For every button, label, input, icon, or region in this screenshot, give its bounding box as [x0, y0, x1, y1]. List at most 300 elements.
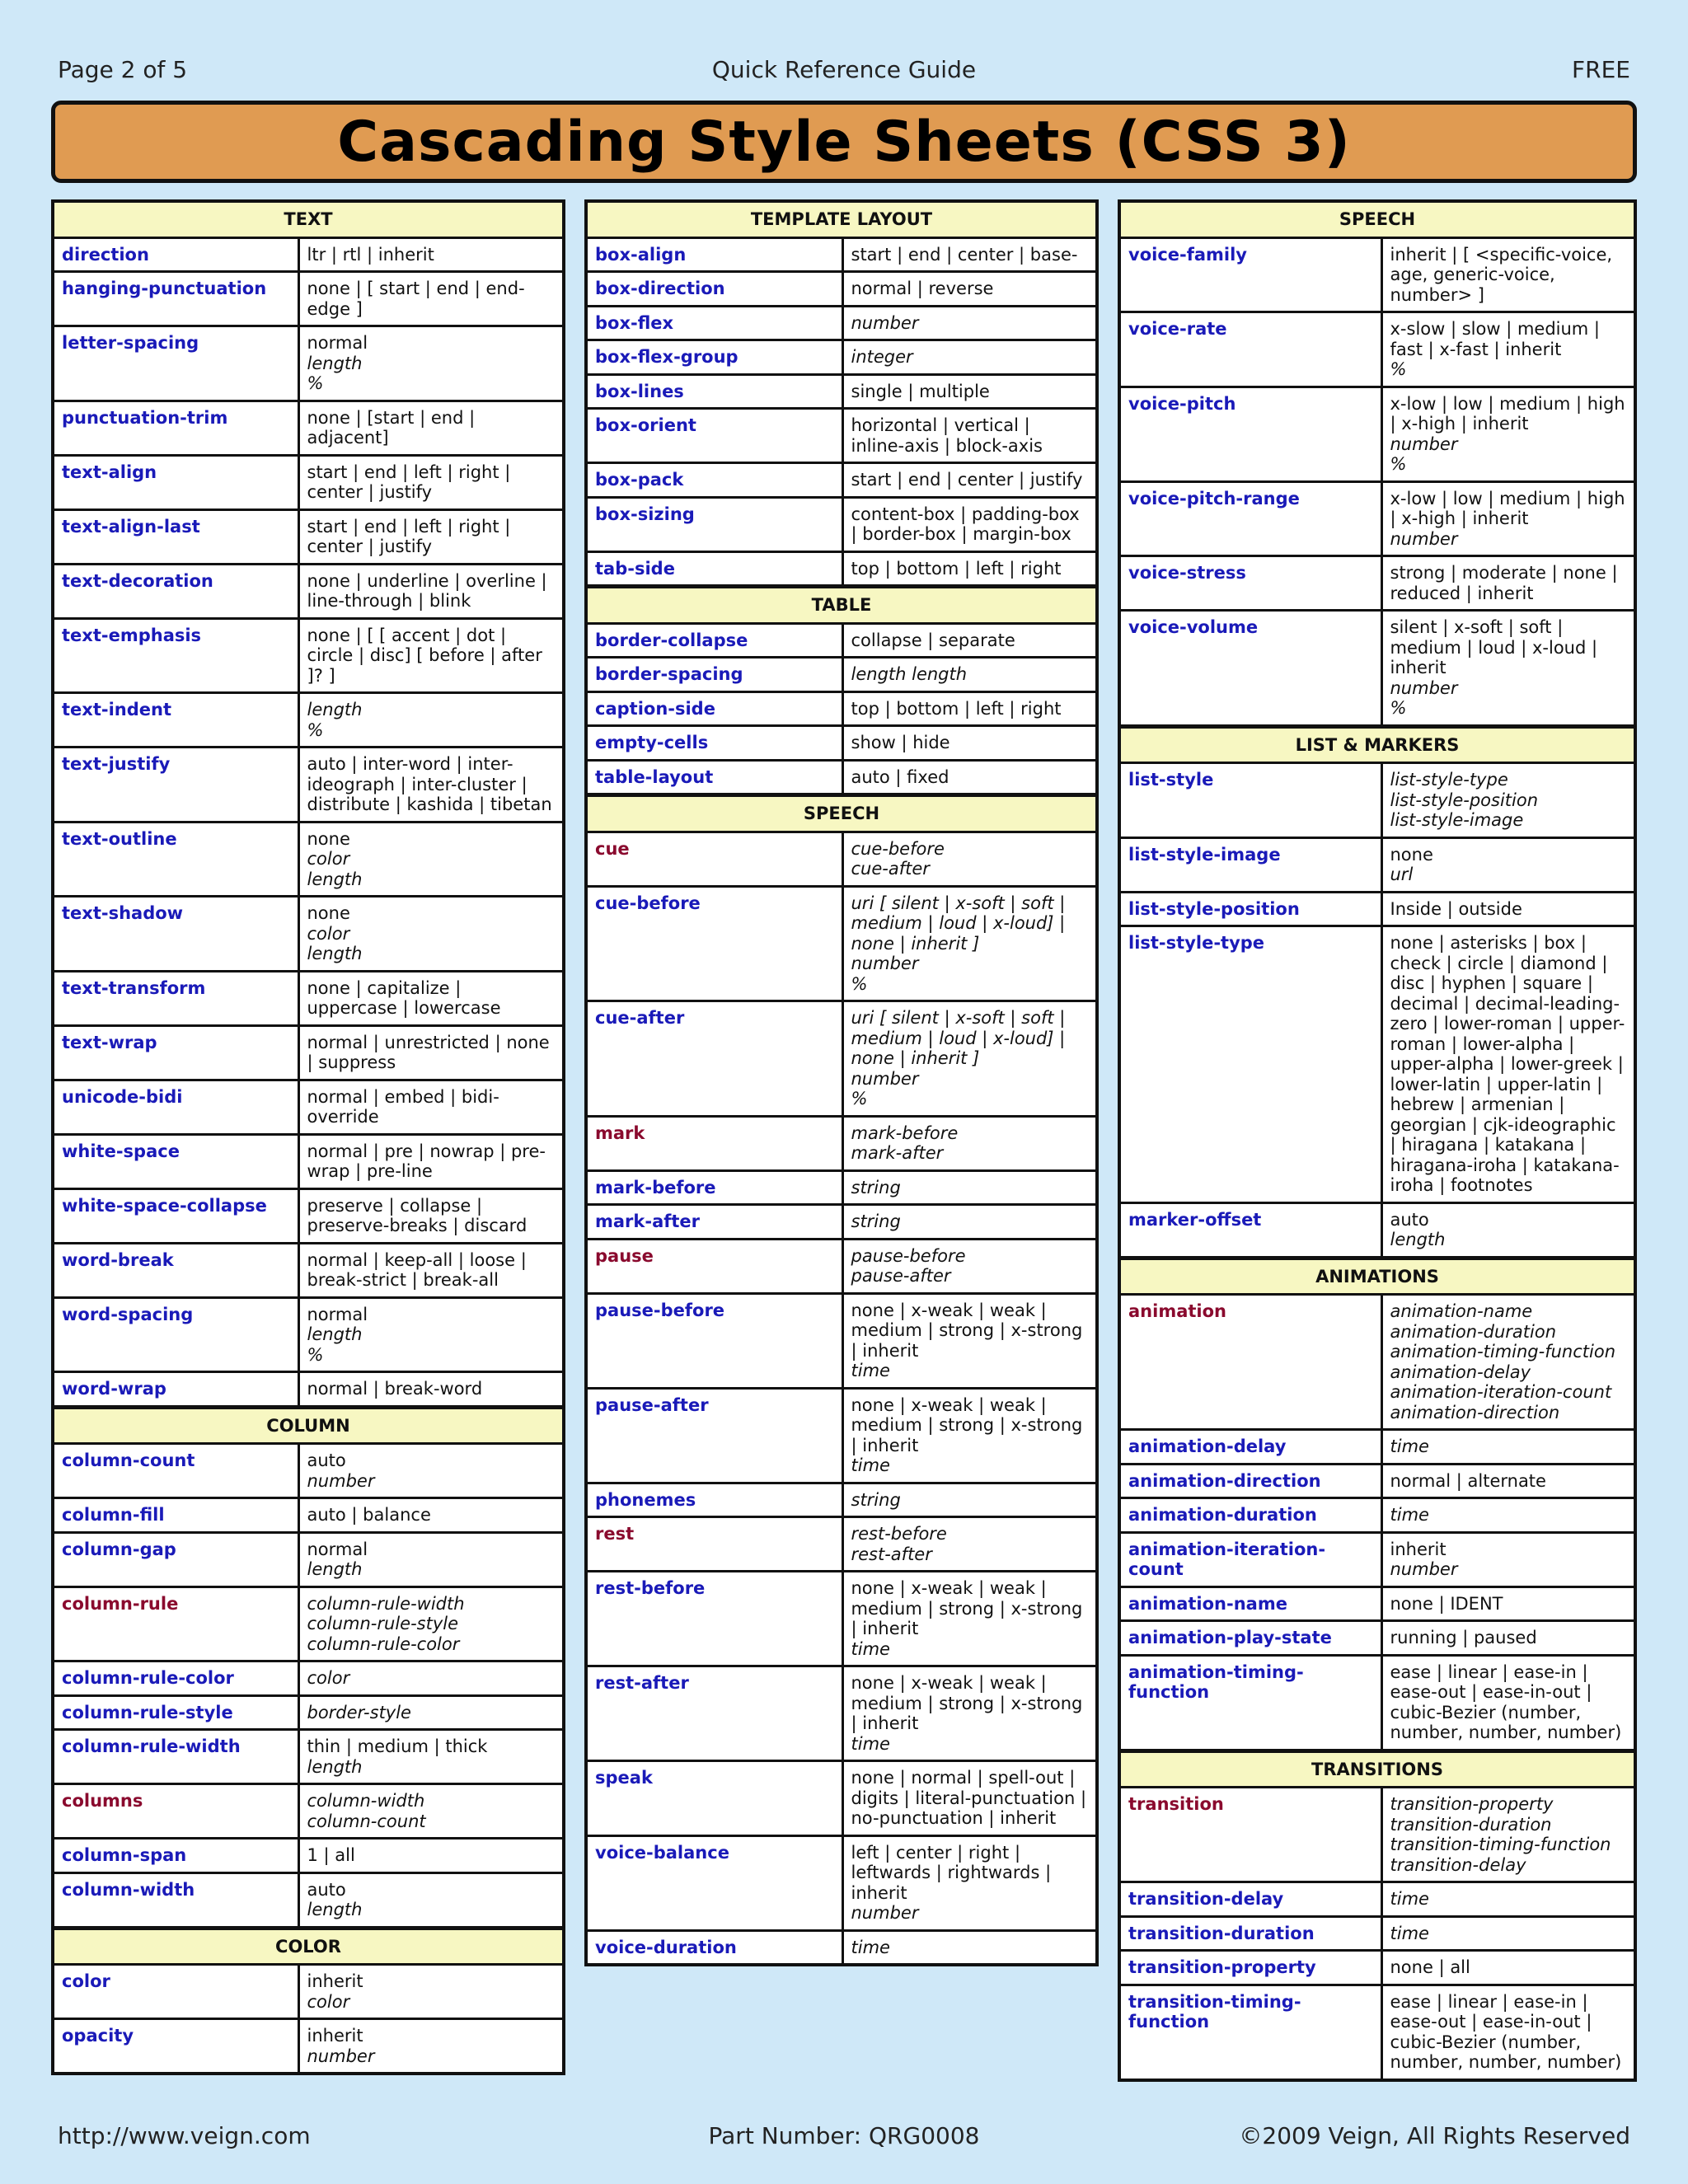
value-line: start | end | center | base- [851, 244, 1078, 265]
property-row [586, 497, 1097, 551]
property-values [842, 306, 1097, 340]
property-values [842, 623, 1097, 658]
property-row [586, 658, 1097, 692]
property-values [842, 272, 1097, 307]
property-name: voice-volume [1119, 611, 1381, 727]
value-line: none | [start | end | adjacent] [307, 407, 476, 448]
property-name: mark-before [586, 1170, 842, 1205]
property-values [298, 1965, 564, 2019]
property-row [53, 1025, 564, 1080]
property-row [53, 897, 564, 972]
property-name: phonemes [586, 1483, 842, 1517]
value-line: number [1390, 677, 1458, 698]
value-line: ltr | rtl | inherit [307, 244, 434, 265]
property-values [1381, 1985, 1635, 2080]
property-values [298, 1661, 564, 1696]
property-row [586, 691, 1097, 726]
value-line: normal | pre | nowrap | pre-wrap | pre-line [307, 1141, 546, 1181]
value-line: number [1390, 1559, 1458, 1579]
property-row [53, 693, 564, 748]
property-values [842, 886, 1097, 1001]
value-line: length [307, 353, 363, 373]
value-line: animation-iteration-count [1390, 1382, 1612, 1402]
property-values [842, 1483, 1097, 1517]
value-line: ease | linear | ease-in | ease-out | ease-in-out | cubic-Bezier (number, number, number, number) [1390, 1661, 1622, 1742]
property-values [1381, 1464, 1635, 1498]
property-values [298, 1498, 564, 1533]
property-values [1381, 387, 1635, 481]
value-line: length [307, 869, 363, 889]
property-row [586, 1205, 1097, 1240]
property-name: text-align [53, 455, 298, 509]
value-line: pause-before [851, 1245, 966, 1266]
property-row [1119, 892, 1635, 926]
property-name: pause [586, 1239, 842, 1293]
property-row [1119, 1788, 1635, 1882]
property-name: rest [586, 1517, 842, 1572]
property-row [1119, 481, 1635, 556]
value-line: length [307, 1559, 363, 1579]
property-values [842, 1116, 1097, 1170]
value-line: length [307, 1900, 363, 1919]
property-values [1381, 237, 1635, 312]
property-name: column-rule-style [53, 1695, 298, 1730]
property-row [586, 760, 1097, 795]
property-values [842, 551, 1097, 587]
property-name: border-collapse [586, 623, 842, 658]
property-values [298, 897, 564, 972]
value-line: strong | moderate | none | reduced | inherit [1390, 563, 1618, 603]
value-line: number [1390, 528, 1458, 549]
value-line: number [307, 2046, 375, 2066]
value-line: x-slow | slow | medium | fast | x-fast | inherit [1390, 319, 1601, 359]
property-row [1119, 387, 1635, 481]
property-name: column-rule-color [53, 1661, 298, 1696]
property-values [1381, 1788, 1635, 1882]
value-line: animation-timing-function [1390, 1342, 1616, 1361]
value-line: length [307, 1324, 363, 1344]
property-values [842, 463, 1097, 498]
value-line: none | all [1390, 1957, 1470, 1977]
property-row [586, 272, 1097, 307]
property-row [53, 1532, 564, 1586]
property-name: text-outline [53, 822, 298, 897]
reference-table [1118, 199, 1637, 2082]
property-row [1119, 1498, 1635, 1533]
property-name: animation [1119, 1295, 1381, 1430]
value-line: length [307, 1756, 363, 1777]
property-name: color [53, 1965, 298, 2019]
property-values [842, 409, 1097, 463]
property-row [586, 1835, 1097, 1930]
property-values [842, 340, 1097, 375]
property-values [298, 1730, 564, 1784]
value-line: border-style [307, 1702, 411, 1722]
property-values [1381, 1532, 1635, 1586]
property-row [1119, 1295, 1635, 1430]
property-name: rest-before [586, 1572, 842, 1666]
value-line: normal | unrestricted | none | suppress [307, 1032, 550, 1072]
section-title: SPEECH [586, 795, 1097, 832]
property-name: mark [586, 1116, 842, 1170]
value-line: auto | fixed [851, 766, 950, 787]
section-title: TABLE [586, 587, 1097, 624]
property-row [586, 237, 1097, 272]
property-row [53, 2019, 564, 2074]
property-name: transition-timing-function [1119, 1985, 1381, 2080]
property-name: animation-timing-function [1119, 1655, 1381, 1750]
property-row [53, 1730, 564, 1784]
value-line: integer [851, 347, 913, 367]
section-title: COLUMN [53, 1407, 564, 1444]
property-values [298, 326, 564, 401]
value-line: time [851, 1455, 890, 1475]
value-line: string [851, 1212, 901, 1231]
value-line: column-rule-color [307, 1633, 460, 1654]
value-line: number [851, 954, 919, 973]
property-row [586, 340, 1097, 375]
property-values [842, 1572, 1097, 1666]
property-name: column-span [53, 1839, 298, 1873]
value-line: inherit [1390, 1539, 1447, 1559]
property-row [53, 509, 564, 564]
property-name: cue [586, 832, 842, 886]
property-values [1381, 926, 1635, 1203]
property-values [298, 1586, 564, 1661]
property-name: rest-after [586, 1666, 842, 1761]
value-line: color [307, 923, 350, 944]
value-line: none | x-weak | weak | medium | strong | x-strong | inherit [851, 1394, 1083, 1455]
property-name: text-decoration [53, 564, 298, 618]
property-values [1381, 1916, 1635, 1951]
value-line: pause-after [851, 1266, 951, 1286]
section-title: TRANSITIONS [1119, 1750, 1635, 1788]
value-line: none [1390, 844, 1433, 865]
property-name: animation-name [1119, 1586, 1381, 1621]
property-values [1381, 312, 1635, 387]
guide-label: Quick Reference Guide [711, 56, 977, 83]
value-line: normal [307, 333, 368, 353]
property-name: text-transform [53, 971, 298, 1025]
column-left [51, 199, 565, 2075]
value-line: time [1390, 1505, 1429, 1525]
property-row [53, 1695, 564, 1730]
value-line: number [1390, 434, 1458, 454]
property-name: voice-family [1119, 237, 1381, 312]
property-values [842, 1835, 1097, 1930]
property-row [586, 1116, 1097, 1170]
property-row [53, 1872, 564, 1928]
value-line: auto [307, 1451, 346, 1470]
property-name: box-align [586, 237, 842, 272]
value-line: column-rule-style [307, 1614, 459, 1633]
property-row [1119, 611, 1635, 727]
property-row [1119, 1586, 1635, 1621]
property-row [1119, 1882, 1635, 1917]
property-name: text-align-last [53, 509, 298, 564]
section-title: TEXT [53, 201, 564, 237]
value-line: inherit [307, 2026, 363, 2046]
property-name: voice-pitch [1119, 387, 1381, 481]
property-values [842, 658, 1097, 692]
value-line: number [851, 312, 919, 333]
value-line: normal | reverse [851, 279, 994, 298]
value-line: list-style-image [1390, 810, 1524, 830]
column-right [1118, 199, 1637, 2082]
property-values [298, 618, 564, 693]
property-values [842, 1170, 1097, 1205]
property-values [298, 1695, 564, 1730]
property-row [586, 1666, 1097, 1761]
property-values [1381, 556, 1635, 611]
value-line: none | [ [ accent | dot | circle | disc] [ before | after ]? ] [307, 625, 542, 686]
property-name: marker-offset [1119, 1202, 1381, 1258]
value-line: % [307, 1344, 324, 1365]
value-line: running | paused [1390, 1628, 1537, 1647]
property-name: hanging-punctuation [53, 272, 298, 326]
value-line: none | IDENT [1390, 1593, 1503, 1614]
property-row [53, 1243, 564, 1297]
property-values [1381, 892, 1635, 926]
property-values [298, 455, 564, 509]
property-values [298, 2019, 564, 2074]
value-line: number [307, 1470, 375, 1491]
property-name: unicode-bidi [53, 1080, 298, 1134]
property-values [298, 564, 564, 618]
property-name: box-lines [586, 374, 842, 409]
property-row [1119, 837, 1635, 892]
property-values [842, 726, 1097, 761]
property-name: border-spacing [586, 658, 842, 692]
property-values [1381, 481, 1635, 556]
value-line: transition-delay [1390, 1854, 1526, 1875]
value-line: auto | balance [307, 1505, 431, 1525]
property-row [586, 1761, 1097, 1836]
page-number: Page 2 of 5 [58, 56, 188, 83]
value-line: start | end | left | right | center | justify [307, 516, 511, 556]
value-line: animation-delay [1390, 1361, 1531, 1382]
property-values [298, 1080, 564, 1134]
property-values [1381, 1430, 1635, 1465]
value-line: color [307, 849, 350, 869]
property-name: cue-after [586, 1001, 842, 1117]
property-values [298, 1444, 564, 1498]
value-line: animation-duration [1390, 1321, 1557, 1342]
value-line: single | multiple [851, 381, 990, 401]
value-line: list-style-position [1390, 790, 1539, 810]
value-line: Inside | outside [1390, 898, 1522, 919]
property-values [1381, 1951, 1635, 1985]
value-line: cue-before [851, 838, 945, 859]
section-header [53, 1928, 564, 1965]
value-line: none | x-weak | weak | medium | strong | x-strong | inherit [851, 1300, 1083, 1361]
property-name: animation-duration [1119, 1498, 1381, 1533]
property-values [842, 1761, 1097, 1836]
property-name: text-indent [53, 693, 298, 748]
property-row [53, 401, 564, 455]
value-line: none [307, 903, 350, 923]
property-values [1381, 1202, 1635, 1258]
footer-part-number: Part Number: QRG0008 [708, 2122, 980, 2149]
value-line: thin | medium | thick [307, 1736, 488, 1756]
value-line: uri [ silent | x-soft | soft | medium | loud | x-loud] | none | inherit ] [851, 893, 1066, 954]
section-title: SPEECH [1119, 201, 1635, 237]
value-line: % [1390, 698, 1407, 718]
value-line: mark-after [851, 1143, 944, 1163]
property-values [842, 1930, 1097, 1965]
value-line: length [307, 700, 363, 719]
value-line: none [307, 828, 350, 849]
property-name: list-style [1119, 763, 1381, 838]
property-row [586, 463, 1097, 498]
property-name: direction [53, 237, 298, 272]
value-line: % [1390, 359, 1407, 379]
property-row [53, 1498, 564, 1533]
section-header [1119, 726, 1635, 763]
value-line: number [851, 1903, 919, 1923]
property-name: mark-after [586, 1205, 842, 1240]
value-line: x-low | low | medium | high | x-high | inherit [1390, 488, 1625, 528]
value-line: normal | embed | bidi-override [307, 1086, 499, 1127]
property-values [298, 1839, 564, 1873]
property-name: column-width [53, 1872, 298, 1928]
value-line: column-count [307, 1811, 426, 1831]
property-values [842, 374, 1097, 409]
property-row [53, 1661, 564, 1696]
property-row [586, 1517, 1097, 1572]
property-name: table-layout [586, 760, 842, 795]
property-name: text-emphasis [53, 618, 298, 693]
value-line: uri [ silent | x-soft | soft | medium | loud | x-loud] | none | inherit ] [851, 1008, 1066, 1068]
value-line: none | capitalize | uppercase | lowercase [307, 977, 501, 1018]
property-row [53, 1444, 564, 1498]
property-row [586, 1388, 1097, 1483]
property-values [1381, 1655, 1635, 1750]
property-name: white-space-collapse [53, 1188, 298, 1243]
value-line: transition-timing-function [1390, 1835, 1611, 1854]
property-values [842, 1001, 1097, 1117]
property-row [1119, 1532, 1635, 1586]
value-line: number [851, 1068, 919, 1089]
value-line: time [1390, 1923, 1429, 1943]
property-values [842, 1293, 1097, 1388]
value-line: cue-after [851, 859, 930, 879]
page-title: Cascading Style Sheets (CSS 3) [337, 109, 1351, 175]
property-name: pause-after [586, 1388, 842, 1483]
value-line: length [307, 944, 363, 963]
property-values [298, 971, 564, 1025]
property-row [586, 1930, 1097, 1965]
property-values [298, 401, 564, 455]
property-row [1119, 1202, 1635, 1258]
property-name: columns [53, 1784, 298, 1839]
value-line: start | end | center | justify [851, 470, 1083, 490]
value-line: mark-before [851, 1122, 959, 1143]
property-name: text-shadow [53, 897, 298, 972]
value-line: normal | keep-all | loose | break-strict | break-all [307, 1249, 527, 1290]
property-name: box-orient [586, 409, 842, 463]
property-row [53, 564, 564, 618]
reference-table [51, 199, 565, 2075]
property-name: word-wrap [53, 1372, 298, 1408]
value-line: 1 | all [307, 1845, 355, 1865]
value-line: % [307, 373, 324, 393]
section-header [586, 201, 1097, 237]
property-row [586, 1572, 1097, 1666]
property-name: speak [586, 1761, 842, 1836]
property-values [1381, 611, 1635, 727]
section-title: ANIMATIONS [1119, 1258, 1635, 1295]
property-values [298, 748, 564, 823]
property-name: voice-pitch-range [1119, 481, 1381, 556]
property-values [298, 272, 564, 326]
section-header [1119, 1750, 1635, 1788]
section-title: TEMPLATE LAYOUT [586, 201, 1097, 237]
property-values [842, 237, 1097, 272]
property-row [1119, 926, 1635, 1203]
section-header [1119, 201, 1635, 237]
property-row [53, 822, 564, 897]
property-row [53, 1134, 564, 1188]
property-values [1381, 1586, 1635, 1621]
value-line: auto [1390, 1209, 1429, 1230]
property-name: box-pack [586, 463, 842, 498]
price-label: FREE [1572, 56, 1630, 83]
property-row [1119, 1464, 1635, 1498]
section-header [53, 201, 564, 237]
property-name: box-direction [586, 272, 842, 307]
section-header [53, 1407, 564, 1444]
property-values [298, 693, 564, 748]
property-values [298, 1872, 564, 1928]
property-name: animation-play-state [1119, 1621, 1381, 1656]
property-row [1119, 312, 1635, 387]
value-line: list-style-type [1390, 770, 1508, 790]
property-row [586, 1483, 1097, 1517]
property-values [298, 509, 564, 564]
value-line: none | x-weak | weak | medium | strong | x-strong | inherit [851, 1673, 1083, 1733]
value-line: color [307, 1991, 350, 2012]
property-row [586, 726, 1097, 761]
value-line: top | bottom | left | right [851, 558, 1062, 579]
property-values [298, 1784, 564, 1839]
value-line: string [851, 1177, 901, 1197]
property-row [53, 1297, 564, 1372]
property-name: letter-spacing [53, 326, 298, 401]
value-line: x-low | low | medium | high | x-high | inherit [1390, 393, 1625, 434]
property-values [1381, 1295, 1635, 1430]
column-middle [584, 199, 1099, 1966]
value-line: none | underline | overline | line-through | blink [307, 570, 547, 611]
property-name: column-gap [53, 1532, 298, 1586]
section-header [586, 587, 1097, 624]
property-row [586, 374, 1097, 409]
value-line: url [1390, 865, 1414, 884]
page-header [58, 56, 1630, 89]
value-line: transition-property [1390, 1794, 1554, 1814]
property-values [298, 1372, 564, 1408]
property-values [842, 691, 1097, 726]
property-values [1381, 1498, 1635, 1533]
value-line: % [1390, 454, 1407, 474]
section-header [586, 795, 1097, 832]
property-name: list-style-type [1119, 926, 1381, 1203]
property-values [842, 1205, 1097, 1240]
property-name: column-rule-width [53, 1730, 298, 1784]
property-name: voice-rate [1119, 312, 1381, 387]
property-values [1381, 763, 1635, 838]
value-line: show | hide [851, 733, 950, 752]
